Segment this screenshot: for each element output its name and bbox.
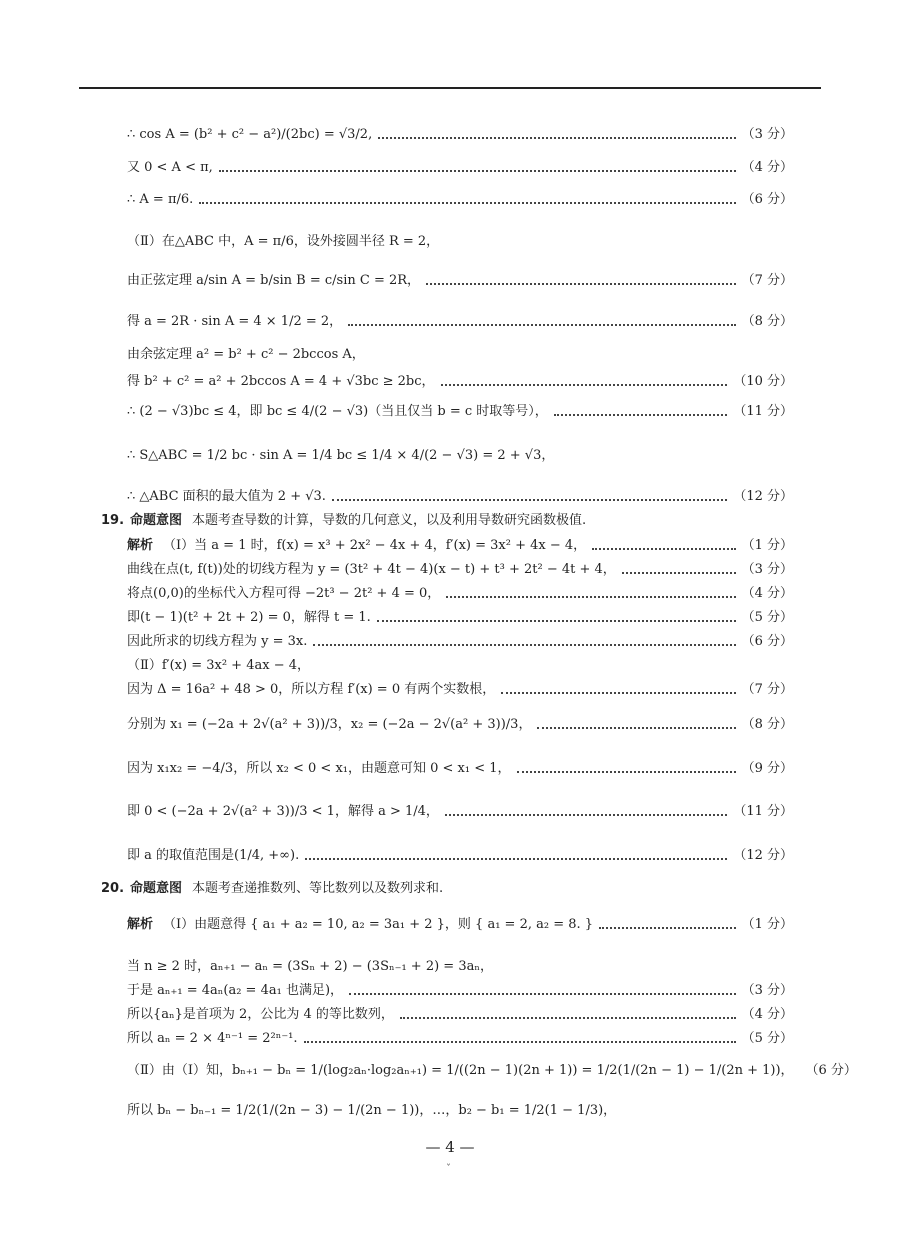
line-text: 于是 aₙ₊₁ = 4aₙ(a₂ = 4a₁ 也满足)， — [127, 983, 344, 998]
leader-dots — [348, 324, 735, 326]
score-label: （12 分） — [733, 848, 793, 863]
section-heading: 解析 — [127, 917, 154, 932]
line-text: 即 0 < (−2a + 2√(a² + 3))/3 < 1，解得 a > 1/4， — [127, 804, 439, 819]
score-label: （3 分） — [741, 127, 793, 142]
score-label: （7 分） — [741, 682, 793, 697]
line-text: ∴ (2 − √3)bc ≤ 4，即 bc ≤ 4/(2 − √3)（当且仅当 b = c 时取等号）， — [127, 404, 548, 419]
line-text: 本题考查导数的计算，导数的几何意义，以及利用导数研究函数极值. — [192, 513, 587, 528]
solution-line — [127, 127, 793, 143]
score-label: （6 分） — [741, 634, 793, 649]
line-text: 又 0 < A < π, — [127, 160, 213, 175]
leader-dots — [554, 414, 728, 416]
solution-line — [127, 1031, 793, 1047]
solution-line — [127, 1063, 857, 1079]
score-label: （10 分） — [733, 374, 793, 389]
line-text: ∴ △ABC 面积的最大值为 2 + √3. — [127, 489, 326, 504]
leader-dots — [446, 596, 735, 598]
line-text: ∴ S△ABC = 1/2 bc · sin A = 1/4 bc ≤ 1/4 × 4/(2 − √3) = 2 + √3， — [127, 448, 555, 463]
solution-line — [127, 717, 793, 733]
leader-dots — [313, 644, 735, 646]
leader-dots — [441, 384, 728, 386]
header-rule — [79, 87, 821, 89]
solution-line — [127, 848, 793, 864]
score-label: （4 分） — [741, 1007, 793, 1022]
solution-line — [127, 586, 793, 602]
score-label: （11 分） — [733, 404, 793, 419]
score-label: （8 分） — [741, 314, 793, 329]
line-text: （Ⅱ）由（Ⅰ）知，bₙ₊₁ − bₙ = 1/(log₂aₙ·log₂aₙ₊₁) = 1/((2n − 1)(2n + 1)) = 1/2(1/(2n − 1) − 1/(2n + 1))， — [127, 1063, 794, 1078]
leader-dots — [377, 620, 736, 622]
line-text: 即 a 的取值范围是(1/4, +∞). — [127, 848, 300, 863]
leader-dots — [426, 283, 736, 285]
score-label: （6 分） — [741, 192, 793, 207]
leader-dots — [349, 993, 736, 995]
score-label: （3 分） — [741, 983, 793, 998]
score-label: （6 分） — [805, 1063, 857, 1078]
leader-dots — [445, 814, 727, 816]
line-text: 由余弦定理 a² = b² + c² − 2bccos A， — [127, 347, 365, 362]
line-text: 由正弦定理 a/sin A = b/sin B = c/sin C = 2R， — [127, 273, 421, 288]
solution-line — [127, 374, 793, 390]
line-text: 分别为 x₁ = (−2a + 2√(a² + 3))/3，x₂ = (−2a − 2√(a² + 3))/3， — [127, 717, 532, 732]
leader-dots — [622, 572, 736, 574]
question-number: 19. — [101, 513, 125, 528]
line-text: ∴ A = π/6. — [127, 192, 194, 207]
score-label: （9 分） — [741, 761, 793, 776]
solution-line — [127, 273, 793, 289]
line-text: 将点(0,0)的坐标代入方程可得 −2t³ − 2t² + 4 = 0， — [127, 586, 441, 601]
solution-line — [127, 1007, 793, 1023]
leader-dots — [501, 692, 735, 694]
line-text: 所以{aₙ}是首项为 2，公比为 4 的等比数列， — [127, 1007, 394, 1022]
section-heading: 解析 — [127, 538, 154, 553]
page-number: — 4 — — [425, 1138, 475, 1156]
section-heading: 命题意图 — [130, 513, 183, 528]
score-label: （8 分） — [741, 717, 793, 732]
line-text: 所以 bₙ − bₙ₋₁ = 1/2(1/(2n − 3) − 1/(2n − 1))，…，b₂ − b₁ = 1/2(1 − 1/3)， — [127, 1103, 617, 1118]
line-text: （Ⅱ）f′(x) = 3x² + 4ax − 4， — [127, 658, 310, 673]
solution-line — [127, 404, 793, 420]
solution-line — [127, 314, 793, 330]
leader-dots — [599, 927, 736, 929]
line-text: （Ⅱ）在△ABC 中，A = π/6，设外接圆半径 R = 2， — [127, 234, 440, 249]
solution-line — [127, 610, 793, 626]
score-label: （12 分） — [733, 489, 793, 504]
leader-dots — [400, 1017, 736, 1019]
solution-line — [101, 881, 793, 897]
solution-line — [127, 192, 793, 208]
line-text: 所以 aₙ = 2 × 4ⁿ⁻¹ = 2²ⁿ⁻¹. — [127, 1031, 298, 1046]
solution-line — [127, 658, 793, 674]
leader-dots — [304, 1041, 736, 1043]
solution-line — [127, 489, 793, 505]
solution-line — [127, 448, 793, 464]
solution-line — [127, 562, 793, 578]
solution-line — [127, 983, 793, 999]
score-label: （1 分） — [741, 538, 793, 553]
leader-dots — [332, 499, 727, 501]
solution-line — [127, 538, 793, 554]
score-label: （4 分） — [741, 586, 793, 601]
question-number: 20. — [101, 881, 125, 896]
leader-dots — [378, 137, 735, 139]
solution-line — [127, 634, 793, 650]
leader-dots — [199, 202, 735, 204]
line-text: 因为 x₁x₂ = −4/3，所以 x₂ < 0 < x₁，由题意可知 0 < x₁ < 1， — [127, 761, 511, 776]
score-label: （7 分） — [741, 273, 793, 288]
solution-line — [127, 234, 793, 250]
leader-dots — [305, 858, 727, 860]
line-text: 因为 Δ = 16a² + 48 > 0，所以方程 f′(x) = 0 有两个实数根， — [127, 682, 496, 697]
line-text: ∴ cos A = (b² + c² − a²)/(2bc) = √3/2, — [127, 127, 373, 142]
line-text: 即(t − 1)(t² + 2t + 2) = 0，解得 t = 1. — [127, 610, 371, 625]
solution-line — [101, 513, 793, 529]
line-text: 得 a = 2R · sin A = 4 × 1/2 = 2， — [127, 314, 343, 329]
score-label: （3 分） — [741, 562, 793, 577]
scan-mark: ˇ — [446, 1164, 451, 1175]
score-label: （1 分） — [741, 917, 793, 932]
score-label: （11 分） — [733, 804, 793, 819]
line-text: 得 b² + c² = a² + 2bccos A = 4 + √3bc ≥ 2bc， — [127, 374, 435, 389]
score-label: （5 分） — [741, 1031, 793, 1046]
solution-line — [127, 347, 793, 363]
solution-line — [127, 160, 793, 176]
leader-dots — [592, 548, 735, 550]
solution-line — [127, 682, 793, 698]
line-text: 本题考查递推数列、等比数列以及数列求和. — [192, 881, 444, 896]
line-text: （Ⅰ）由题意得 { a₁ + a₂ = 10, a₂ = 3a₁ + 2 }，则 { a₁ = 2, a₂ = 8. } — [163, 917, 594, 932]
line-text: 当 n ≥ 2 时，aₙ₊₁ − aₙ = (3Sₙ + 2) − (3Sₙ₋₁ + 2) = 3aₙ， — [127, 959, 493, 974]
section-heading: 命题意图 — [130, 881, 183, 896]
leader-dots — [537, 727, 735, 729]
solution-line — [127, 959, 793, 975]
leader-dots — [219, 170, 736, 172]
score-label: （5 分） — [741, 610, 793, 625]
leader-dots — [517, 771, 736, 773]
solution-line — [127, 804, 793, 820]
solution-line — [127, 1103, 793, 1119]
line-text: （Ⅰ）当 a = 1 时，f(x) = x³ + 2x² − 4x + 4，f′(x) = 3x² + 4x − 4， — [163, 538, 587, 553]
line-text: 因此所求的切线方程为 y = 3x. — [127, 634, 308, 649]
line-text: 曲线在点(t, f(t))处的切线方程为 y = (3t² + 4t − 4)(x − t) + t³ + 2t² − 4t + 4， — [127, 562, 616, 577]
solution-line — [127, 917, 793, 933]
solution-line — [127, 761, 793, 777]
score-label: （4 分） — [741, 160, 793, 175]
